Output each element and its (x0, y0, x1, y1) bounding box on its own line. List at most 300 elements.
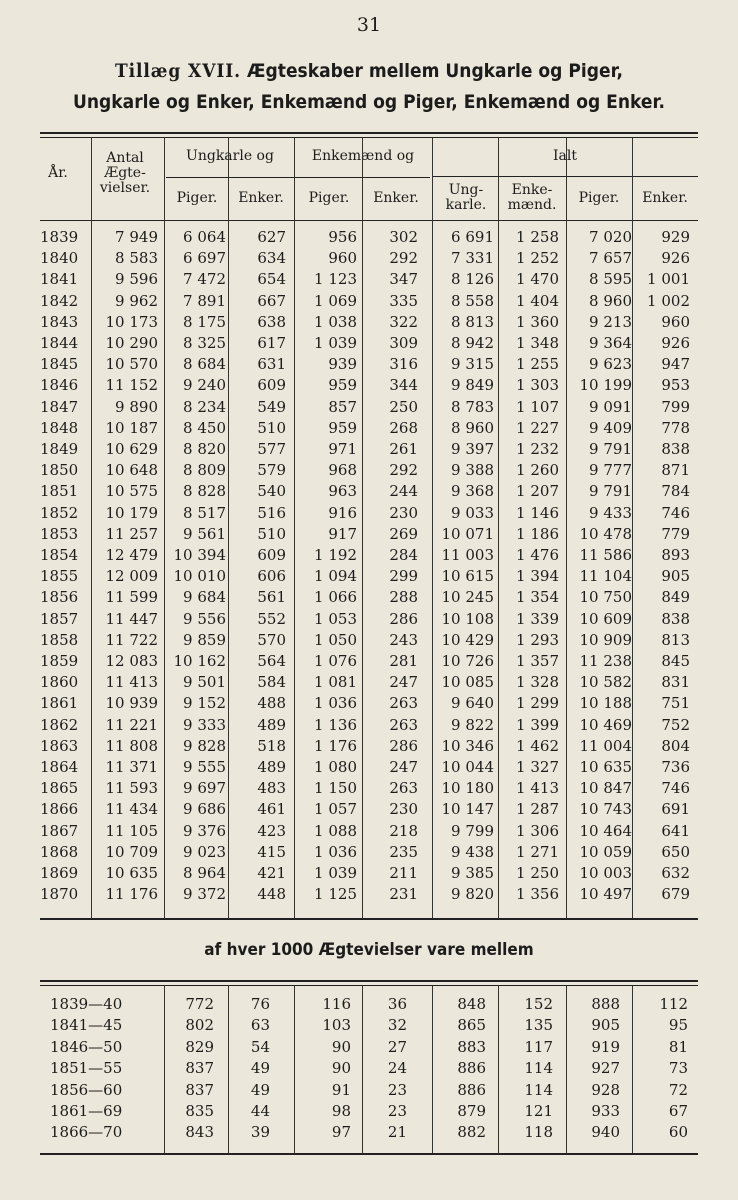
enkemaend-piger-cell: 1 036 (314, 842, 357, 861)
ialt-enkemaend-cell: 135 (524, 1016, 553, 1035)
ialt-enker-cell: 947 (661, 355, 690, 374)
ungkarle-enker-cell: 76 (250, 995, 270, 1013)
ungkarle-piger-cell: 8 517 (183, 503, 226, 522)
vertical-rule (432, 986, 433, 1153)
year-cell: 1870 (40, 885, 79, 904)
enkemaend-piger-cell: 1 039 (314, 864, 357, 882)
enkemaend-enker-cell: 263 (389, 715, 418, 734)
ialt-piger-cell: 7 020 (589, 228, 632, 246)
antal-cell: 11 152 (105, 376, 158, 395)
enkemaend-piger-cell: 963 (328, 482, 357, 501)
enkemaend-piger-cell: 90 (331, 1037, 351, 1056)
year-cell: 1843 (40, 312, 79, 331)
ungkarle-piger-cell: 8 809 (183, 461, 226, 480)
ungkarle-piger-cell: 7 891 (183, 291, 226, 310)
enkemaend-enker-cell: 23 (387, 1080, 407, 1099)
year-cell: 1864 (40, 758, 79, 776)
ialt-piger-cell: 10 909 (579, 630, 632, 649)
ialt-ungkarle-cell: 8 126 (451, 270, 494, 289)
ungkarle-enker-cell: 421 (257, 864, 286, 882)
enkemaend-piger-cell: 971 (328, 440, 357, 458)
ialt-enkemaend-cell: 1 303 (516, 376, 559, 395)
ungkarle-enker-cell: 488 (257, 694, 286, 713)
ungkarle-enker-cell: 609 (257, 376, 286, 395)
ialt-enker-cell: 804 (661, 736, 690, 755)
ungkarle-enker-cell: 49 (250, 1059, 270, 1078)
ialt-enkemaend-cell: 1 413 (516, 779, 559, 798)
ialt-enkemaend-cell: 1 227 (516, 418, 559, 437)
ungkarle-enker-cell: 44 (250, 1102, 270, 1120)
ialt-enkemaend-cell: 1 327 (516, 758, 559, 776)
ialt-enkemaend-cell: 1 271 (516, 842, 559, 861)
ialt-piger-cell: 10 847 (579, 779, 632, 798)
ungkarle-piger-cell: 10 010 (173, 567, 226, 586)
ialt-ungkarle-cell: 9 438 (451, 842, 494, 861)
antal-cell: 11 105 (105, 821, 158, 840)
ungkarle-enker-cell: 561 (257, 588, 286, 607)
enkemaend-enker-cell: 347 (389, 270, 418, 289)
antal-cell: 11 221 (105, 715, 158, 734)
ialt-enker-cell: 779 (661, 524, 690, 543)
page-title (37, 56, 701, 118)
antal-cell: 10 179 (105, 503, 158, 522)
header-piger-2: Piger. (308, 190, 350, 206)
ialt-piger-cell: 919 (591, 1037, 620, 1056)
enkemaend-piger-cell: 916 (328, 503, 357, 522)
ungkarle-enker-cell: 415 (257, 842, 286, 861)
vertical-rule (566, 138, 567, 918)
year-cell: 1863 (40, 736, 79, 755)
enkemaend-piger-cell: 1 057 (314, 800, 357, 819)
enkemaend-piger-cell: 1 036 (314, 694, 357, 713)
ialt-piger-cell: 9 433 (589, 503, 632, 522)
enkemaend-piger-cell: 1 081 (314, 673, 357, 692)
enkemaend-enker-cell: 316 (389, 355, 418, 374)
ungkarle-piger-cell: 9 555 (183, 758, 226, 776)
enkemaend-piger-cell: 1 050 (314, 630, 357, 649)
antal-cell: 12 009 (105, 567, 158, 586)
year-cell: 1851 (40, 482, 79, 501)
ungkarle-enker-cell: 579 (257, 461, 286, 480)
ialt-piger-cell: 10 199 (579, 376, 632, 395)
ialt-enkemaend-cell: 1 339 (516, 609, 559, 628)
header-piger-1: Piger. (176, 190, 218, 206)
ungkarle-enker-cell: 584 (257, 673, 286, 692)
enkemaend-piger-cell: 1 150 (314, 779, 357, 798)
ungkarle-piger-cell: 10 162 (173, 652, 226, 670)
enkemaend-enker-cell: 263 (389, 694, 418, 713)
antal-cell: 10 648 (105, 461, 158, 480)
ialt-enkemaend-cell: 1 328 (516, 673, 559, 692)
antal-cell: 11 447 (105, 609, 158, 628)
ialt-ungkarle-cell: 9 397 (451, 440, 494, 458)
vertical-rule (632, 138, 633, 918)
header-antal: Antal Ægte- vielser. (99, 150, 151, 196)
enkemaend-piger-cell: 1 038 (314, 312, 357, 331)
ialt-piger-cell: 905 (591, 1016, 620, 1035)
enkemaend-piger-cell: 98 (331, 1102, 351, 1120)
ialt-ungkarle-cell: 10 346 (441, 736, 494, 755)
enkemaend-enker-cell: 281 (389, 652, 418, 670)
ialt-ungkarle-cell: 883 (457, 1037, 486, 1056)
antal-cell: 10 629 (105, 440, 158, 458)
ungkarle-enker-cell: 448 (257, 885, 286, 904)
ialt-enkemaend-cell: 1 287 (516, 800, 559, 819)
ialt-enker-cell: 95 (668, 1016, 688, 1035)
enkemaend-enker-cell: 292 (389, 461, 418, 480)
ungkarle-enker-cell: 654 (257, 270, 286, 289)
ialt-ungkarle-cell: 10 180 (441, 779, 494, 798)
year-cell: 1867 (40, 821, 79, 840)
title-line-1 (37, 56, 701, 87)
year-cell: 1857 (40, 609, 79, 628)
year-cell: 1865 (40, 779, 79, 798)
antal-cell: 7 949 (115, 228, 158, 246)
enkemaend-piger-cell: 1 136 (314, 715, 357, 734)
period-cell: 1856—60 (50, 1080, 123, 1099)
ialt-enkemaend-cell: 1 476 (516, 546, 559, 564)
ialt-ungkarle-cell: 848 (457, 995, 486, 1013)
ialt-enker-cell: 746 (661, 503, 690, 522)
vertical-rule (91, 138, 92, 918)
ialt-enker-cell: 67 (668, 1102, 688, 1120)
year-cell: 1848 (40, 418, 79, 437)
enkemaend-enker-cell: 335 (389, 291, 418, 310)
enkemaend-piger-cell: 1 039 (314, 334, 357, 352)
ungkarle-piger-cell: 9 697 (183, 779, 226, 798)
ungkarle-piger-cell: 8 828 (183, 482, 226, 501)
antal-cell: 11 599 (105, 588, 158, 607)
header-ungkarle-og: Ungkarle og (186, 148, 274, 164)
year-cell: 1859 (40, 652, 79, 670)
enkemaend-piger-cell: 1 176 (314, 736, 357, 755)
ialt-ungkarle-cell: 9 640 (451, 694, 494, 713)
ungkarle-piger-cell: 837 (185, 1080, 214, 1099)
ialt-ungkarle-cell: 7 331 (451, 249, 494, 268)
antal-cell: 9 596 (115, 270, 158, 289)
enkemaend-enker-cell: 244 (389, 482, 418, 501)
enkemaend-piger-cell: 959 (328, 376, 357, 395)
ialt-piger-cell: 11 004 (579, 736, 632, 755)
ialt-ungkarle-cell: 886 (457, 1080, 486, 1099)
ungkarle-piger-cell: 10 394 (173, 546, 226, 564)
ialt-enker-cell: 632 (661, 864, 690, 882)
year-cell: 1839 (40, 228, 79, 246)
ialt-enkemaend-cell: 118 (524, 1123, 553, 1142)
ungkarle-enker-cell: 606 (257, 567, 286, 586)
year-cell: 1844 (40, 334, 79, 352)
ialt-enker-cell: 679 (661, 885, 690, 904)
ungkarle-enker-cell: 461 (257, 800, 286, 819)
enkemaend-enker-cell: 292 (389, 249, 418, 268)
ialt-ungkarle-cell: 886 (457, 1059, 486, 1078)
vertical-rule (294, 138, 295, 918)
ialt-piger-cell: 940 (591, 1123, 620, 1142)
period-cell: 1839—40 (50, 995, 123, 1013)
antal-cell: 11 434 (105, 800, 158, 819)
ialt-enkemaend-cell: 1 360 (516, 312, 559, 331)
header-piger-3: Piger. (578, 190, 620, 206)
ialt-enkemaend-cell: 1 470 (516, 270, 559, 289)
ialt-enker-cell: 926 (661, 334, 690, 352)
ialt-ungkarle-cell: 9 799 (451, 821, 494, 840)
ialt-enkemaend-cell: 114 (524, 1059, 553, 1078)
enkemaend-enker-cell: 284 (389, 546, 418, 564)
enkemaend-enker-cell: 263 (389, 779, 418, 798)
ialt-ungkarle-cell: 10 044 (441, 758, 494, 776)
enkemaend-enker-cell: 230 (389, 503, 418, 522)
ialt-piger-cell: 9 623 (589, 355, 632, 374)
ialt-enkemaend-cell: 1 260 (516, 461, 559, 480)
year-cell: 1852 (40, 503, 79, 522)
ialt-enker-cell: 871 (661, 461, 690, 480)
antal-cell: 9 962 (115, 291, 158, 310)
enkemaend-enker-cell: 235 (389, 842, 418, 861)
ialt-enker-cell: 751 (661, 694, 690, 713)
ialt-piger-cell: 9 791 (589, 440, 632, 458)
enkemaend-piger-cell: 1 094 (314, 567, 357, 586)
ialt-enkemaend-cell: 1 357 (516, 652, 559, 670)
year-cell: 1860 (40, 673, 79, 692)
ialt-ungkarle-cell: 10 615 (441, 567, 494, 586)
year-cell: 1855 (40, 567, 79, 586)
enkemaend-piger-cell: 939 (328, 355, 357, 374)
ialt-piger-cell: 888 (591, 995, 620, 1013)
antal-cell: 11 413 (105, 673, 158, 692)
ungkarle-piger-cell: 9 684 (183, 588, 226, 607)
ialt-ungkarle-cell: 10 108 (441, 609, 494, 628)
year-cell: 1847 (40, 397, 79, 416)
ungkarle-piger-cell: 9 240 (183, 376, 226, 395)
ungkarle-enker-cell: 49 (250, 1080, 270, 1099)
horizontal-rule (40, 220, 698, 221)
enkemaend-piger-cell: 1 125 (314, 885, 357, 904)
ungkarle-piger-cell: 9 376 (183, 821, 226, 840)
enkemaend-enker-cell: 231 (389, 885, 418, 904)
header-ialt: Ialt (553, 148, 577, 164)
enkemaend-enker-cell: 247 (389, 758, 418, 776)
ialt-ungkarle-cell: 11 003 (441, 546, 494, 564)
period-cell: 1866—70 (50, 1123, 123, 1142)
period-cell: 1851—55 (50, 1059, 123, 1078)
antal-cell: 12 479 (105, 546, 158, 564)
ialt-enker-cell: 746 (661, 779, 690, 798)
antal-cell: 12 083 (105, 652, 158, 670)
enkemaend-enker-cell: 269 (389, 524, 418, 543)
year-cell: 1841 (40, 270, 79, 289)
ialt-enkemaend-cell: 1 186 (516, 524, 559, 543)
ungkarle-enker-cell: 638 (257, 312, 286, 331)
enkemaend-piger-cell: 1 076 (314, 652, 357, 670)
enkemaend-piger-cell: 1 080 (314, 758, 357, 776)
ialt-piger-cell: 10 003 (579, 864, 632, 882)
enkemaend-enker-cell: 24 (387, 1059, 407, 1078)
ungkarle-piger-cell: 9 686 (183, 800, 226, 819)
ialt-enkemaend-cell: 121 (524, 1102, 553, 1120)
ialt-ungkarle-cell: 9 385 (451, 864, 494, 882)
ialt-enker-cell: 73 (668, 1059, 688, 1078)
ungkarle-enker-cell: 570 (257, 630, 286, 649)
ungkarle-enker-cell: 39 (250, 1123, 270, 1142)
ialt-piger-cell: 11 238 (579, 652, 632, 670)
ungkarle-piger-cell: 9 152 (183, 694, 226, 713)
ialt-enker-cell: 813 (661, 630, 690, 649)
year-cell: 1856 (40, 588, 79, 607)
ialt-piger-cell: 10 635 (579, 758, 632, 776)
enkemaend-enker-cell: 218 (389, 821, 418, 840)
enkemaend-enker-cell: 230 (389, 800, 418, 819)
ialt-ungkarle-cell: 10 085 (441, 673, 494, 692)
antal-cell: 11 593 (105, 779, 158, 798)
ungkarle-piger-cell: 8 450 (183, 418, 226, 437)
enkemaend-piger-cell: 97 (331, 1123, 351, 1142)
vertical-rule (498, 138, 499, 918)
enkemaend-piger-cell: 968 (328, 461, 357, 480)
page-number: 31 (356, 14, 382, 36)
ialt-enkemaend-cell: 1 146 (516, 503, 559, 522)
antal-cell: 10 290 (105, 334, 158, 352)
ialt-piger-cell: 7 657 (589, 249, 632, 268)
ialt-enkemaend-cell: 1 348 (516, 334, 559, 352)
ialt-piger-cell: 10 478 (579, 524, 632, 543)
header-enker-3: Enker. (642, 190, 688, 206)
header-enker-1: Enker. (238, 190, 284, 206)
ialt-piger-cell: 8 595 (589, 270, 632, 289)
ungkarle-enker-cell: 564 (257, 652, 286, 670)
enkemaend-piger-cell: 917 (328, 524, 357, 543)
year-cell: 1869 (40, 864, 79, 882)
enkemaend-enker-cell: 302 (389, 228, 418, 246)
ungkarle-enker-cell: 54 (250, 1037, 270, 1056)
ialt-ungkarle-cell: 882 (457, 1123, 486, 1142)
ungkarle-piger-cell: 9 828 (183, 736, 226, 755)
enkemaend-piger-cell: 960 (328, 249, 357, 268)
enkemaend-enker-cell: 309 (389, 334, 418, 352)
enkemaend-enker-cell: 344 (389, 376, 418, 395)
ialt-ungkarle-cell: 9 388 (451, 461, 494, 480)
ialt-piger-cell: 933 (591, 1102, 620, 1120)
enkemaend-piger-cell: 1 192 (314, 546, 357, 564)
antal-cell: 10 575 (105, 482, 158, 501)
ialt-enkemaend-cell: 1 399 (516, 715, 559, 734)
vertical-rule (164, 986, 165, 1153)
ialt-enker-cell: 953 (661, 376, 690, 395)
enkemaend-enker-cell: 32 (387, 1016, 407, 1035)
ialt-piger-cell: 10 582 (579, 673, 632, 692)
ialt-enkemaend-cell: 1 255 (516, 355, 559, 374)
ialt-piger-cell: 11 104 (579, 567, 632, 586)
enkemaend-enker-cell: 23 (387, 1102, 407, 1120)
ialt-enkemaend-cell: 1 252 (516, 249, 559, 268)
ungkarle-enker-cell: 510 (257, 418, 286, 437)
antal-cell: 10 187 (105, 418, 158, 437)
enkemaend-enker-cell: 211 (389, 864, 418, 882)
enkemaend-piger-cell: 90 (331, 1059, 351, 1078)
ialt-ungkarle-cell: 8 942 (451, 334, 494, 352)
enkemaend-piger-cell: 1 053 (314, 609, 357, 628)
ungkarle-piger-cell: 772 (185, 995, 214, 1013)
ialt-enker-cell: 926 (661, 249, 690, 268)
ialt-enkemaend-cell: 1 299 (516, 694, 559, 713)
ialt-enkemaend-cell: 1 293 (516, 630, 559, 649)
title-text-1: Ægteskaber mellem Ungkarle og Piger, (246, 60, 624, 82)
title-line-2: Ungkarle og Enker, Enkemænd og Piger, Enkemænd og Enker. (72, 91, 666, 113)
ialt-enker-cell: 641 (661, 821, 690, 840)
enkemaend-enker-cell: 286 (389, 609, 418, 628)
ialt-enker-cell: 838 (661, 440, 690, 458)
enkemaend-piger-cell: 1 069 (314, 291, 357, 310)
year-cell: 1850 (40, 461, 79, 480)
ungkarle-enker-cell: 627 (257, 228, 286, 246)
ialt-enker-cell: 752 (661, 715, 690, 734)
ungkarle-enker-cell: 540 (257, 482, 286, 501)
ialt-enker-cell: 849 (661, 588, 690, 607)
enkemaend-piger-cell: 1 123 (314, 270, 357, 289)
ialt-piger-cell: 9 791 (589, 482, 632, 501)
horizontal-rule (40, 918, 698, 920)
ialt-ungkarle-cell: 865 (457, 1016, 486, 1035)
ialt-ungkarle-cell: 8 813 (451, 312, 494, 331)
antal-cell: 10 939 (105, 694, 158, 713)
antal-cell: 10 173 (105, 312, 158, 331)
ialt-piger-cell: 9 777 (589, 461, 632, 480)
ialt-enkemaend-cell: 1 207 (516, 482, 559, 501)
ialt-piger-cell: 10 743 (579, 800, 632, 819)
ialt-enkemaend-cell: 152 (524, 995, 553, 1013)
ungkarle-piger-cell: 9 372 (183, 885, 226, 904)
ialt-enker-cell: 929 (661, 228, 690, 246)
ungkarle-piger-cell: 837 (185, 1059, 214, 1078)
ungkarle-enker-cell: 483 (257, 779, 286, 798)
ialt-enker-cell: 905 (661, 567, 690, 586)
enkemaend-enker-cell: 268 (389, 418, 418, 437)
year-cell: 1853 (40, 524, 79, 543)
ungkarle-enker-cell: 667 (257, 291, 286, 310)
ungkarle-enker-cell: 577 (257, 440, 286, 458)
ialt-enker-cell: 845 (661, 652, 690, 670)
enkemaend-piger-cell: 956 (328, 228, 357, 246)
enkemaend-enker-cell: 286 (389, 736, 418, 755)
antal-cell: 11 371 (105, 758, 158, 776)
ungkarle-piger-cell: 8 325 (183, 334, 226, 352)
ialt-enkemaend-cell: 1 232 (516, 440, 559, 458)
ialt-piger-cell: 10 188 (579, 694, 632, 713)
period-cell: 1846—50 (50, 1037, 123, 1056)
ialt-ungkarle-cell: 10 245 (441, 588, 494, 607)
ungkarle-enker-cell: 631 (257, 355, 286, 374)
ungkarle-piger-cell: 843 (185, 1123, 214, 1142)
antal-cell: 11 722 (105, 630, 158, 649)
ialt-enkemaend-cell: 1 107 (516, 397, 559, 416)
antal-cell: 10 709 (105, 842, 158, 861)
antal-cell: 10 635 (105, 864, 158, 882)
vertical-rule (498, 986, 499, 1153)
ungkarle-piger-cell: 6 697 (183, 249, 226, 268)
vertical-rule (228, 138, 229, 918)
vertical-rule (632, 986, 633, 1153)
antal-cell: 11 176 (105, 885, 158, 904)
ialt-enker-cell: 960 (661, 312, 690, 331)
year-cell: 1845 (40, 355, 79, 374)
ialt-ungkarle-cell: 8 783 (451, 397, 494, 416)
ialt-ungkarle-cell: 10 429 (441, 630, 494, 649)
ialt-piger-cell: 11 586 (579, 546, 632, 564)
year-cell: 1866 (40, 800, 79, 819)
antal-cell: 11 257 (105, 524, 158, 543)
ungkarle-enker-cell: 609 (257, 546, 286, 564)
enkemaend-enker-cell: 299 (389, 567, 418, 586)
horizontal-rule (40, 132, 698, 134)
